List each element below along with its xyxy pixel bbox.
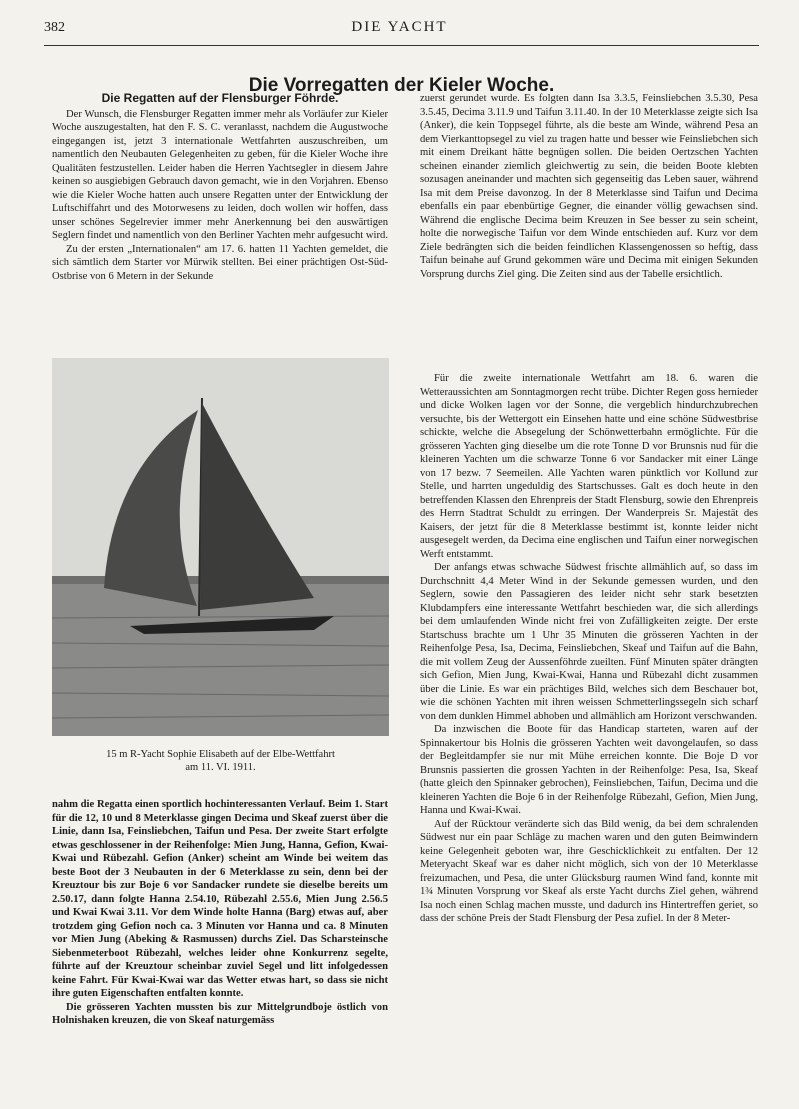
section-heading: Die Regatten auf der Flensburger Föhrde. xyxy=(101,91,339,105)
paragraph: Da inzwischen die Boote für das Handicap starteten, waren auf der Spinnakertour bis Holnis die grösseren Yachten weit davongelaufen, so dass der Begleitdampfer sie nur mit Mühe erreichen konnte. Die Boje D vor Brunsnis passierten die grossen Yachten in der Reihenfolge: Pesa, Isa, Skeaf (hatte gleich den Spinnaker gebrochen), Feinsliebchen, Taifun, Decima und die kleineren Yachten die Boje 6 in der Reihenfolge Rübezahl, Gefion, Mien Jung, Hanna und Kwai-Kwai. xyxy=(420,724,758,816)
header-rule xyxy=(44,45,759,46)
caption-line: am 11. VI. 1911. xyxy=(185,762,256,773)
paragraph: zuerst gerundet wurde. Es folgten dann Isa 3.3.5, Feinsliebchen 3.5.30, Pesa 3.5.45, Decima 3.11.9 und Taifun 3.11.40. In der 10 Meterklasse zeigte sich Isa (Anker), die kein Toppsegel führte, als die beste am Winde, während Pesa an dem Vierkanttopsegel zu viel zu tragen hatte und besser wie Feinsliebchen sich mit einem Dreikant hätte begnügen sollen. Die beiden Oertzschen Yachten scheinen einander ziemlich gleichwertig zu sein, die beiden Boote klebten sozusagen aneinander und machten sich gegenseitig das Leben sauer, während Isa mit dem Preise davonzog. In der 8 Meterklasse sind Taifun und Decima ebenfalls ein paar ebenbürtige Gegner, die einander völlig gewachsen sind. Während die englische Decima beim Kreuzen in See besser zu sein scheint, holte die norwegische Taifun vor dem Winde entschieden auf. Kurz vor dem Ziele bedrängten sich die beiden feindlichen Klassengenossen so heftig, dass Taifun beinahe auf Grund gekommen wäre und Decima mit einigen Sekunden Vorsprung durchs Ziel ging. Die Zeiten sind aus der Tabelle ersichtlich. xyxy=(420,93,758,280)
paragraph: Für die zweite internationale Wettfahrt am 18. 6. waren die Wetteraussichten am Sonntagmorgen recht trübe. Dichter Regen goss hernieder und dicke Wolken lagen vor der Sonne, die vergeblich hindurchzubrechen versuchte, bis der Wettergott ein Einsehen hatte und eine schöne Südwestbrise schickte, welche die Absegelung der Schönwetterbahn ermöglichte. Für die grösseren Yachten ging dieselbe um die rote Tonne D vor Brunsnis nud für die kleineren Yachten um die schwarze Tonne 6 vor Sandacker mit einer Länge von 17 bezw. 7 Seemeilen. Alle Yachten waren pünktlich vor Kollund zur Stelle, und harrten ungeduldig des Startschusses. Galt es doch heute in den betreffenden Klassen den Ehrenpreis der Stadt Flensburg, sowie den Ehrenpreis des Herrn Stadtrat Schuldt zu erringen. Der Wanderpreis Sr. Majestät des Kaisers, der jetzt für die 8 Meterklasse bestimmt ist, konnte leider nicht ausgesegelt werden, da Decima eine englischen und Taifun einer norwegischen Werft entstammt. xyxy=(420,373,758,560)
sailing-yacht-photo xyxy=(52,358,389,736)
running-head: DIE YACHT xyxy=(351,19,448,35)
article-title: Die Vorregatten der Kieler Woche. xyxy=(248,74,555,96)
yacht-illustration xyxy=(52,358,389,736)
column-left-top xyxy=(52,92,388,283)
paragraph: nahm die Regatta einen sportlich hochinteressanten Verlauf. Beim 1. Start für die 12, 10 und 8 Meterklasse gingen Decima und Skeaf zuerst über die Linie, dann Isa, Feinsliebchen, Taifun und Pesa. Der zweite Start erfolgte etwas geschlossener in der Reihenfolge: Mien Jung, Hanna, Gefion, Kwai-Kwai und Rübezahl. Gefion (Anker) scheint am Winde bei weitem das beste Boot der 3 Neubauten in der 6 Meterklasse zu sein, denn bei der Kreuztour bis zur Boje 6 vor Sandacker rundete sie dieselbe bereits um 2.50.17, dann folgte Hanna 2.54.10, Rübezahl 2.55.6, Mien Jung 2.56.5 und Kwai Kwai 3.11. Vor dem Winde holte Hanna (Barg) etwas auf, aber trotzdem ging Gefion noch ca. 3 Minuten vor Hanna und ca. 8 Minuten vor Mien Jung (Abeking & Rasmussen) durchs Ziel. Das Scharsteinsche Siebenmeterboot Rübezahl, welches leider ohne Konkurrenz segelte, führte auf der Kreuztour scheinbar zuviel Segel und litt infolgedessen keine Fahrt. Für Kwai-Kwai war das Wetter etwas hart, so dass sie nicht ihre guten Eigenschaften entfalten konnte. xyxy=(52,799,388,999)
caption-line: 15 m R-Yacht Sophie Elisabeth auf der Elbe-Wettfahrt xyxy=(106,749,335,760)
paragraph: Zu der ersten „Internationalen“ am 17. 6. hatten 11 Yachten gemeldet, die sich sämtlich dem Starter vor Mürwik stellten. Bei einer prächtigen Ost-Süd-Ostbrise von 6 Metern in der Sekunde xyxy=(52,243,388,282)
page-number: 382 xyxy=(44,20,65,35)
paragraph: Auf der Rücktour veränderte sich das Bild wenig, da bei dem schralenden Südwest nur ein paar Schläge zu machen waren und den guten Beimwindern keine Gelegenheit geboten war, ihre Geschicklichkeit zu entfalten. Der 12 Meteryacht Skeaf war es daher nicht möglich, sich von der 10 Meterklasse freizumachen, und Pesa, die unter Glücksburg raumen Wind fand, konnte mit 1¾ Minuten Vorsprung vor Skeaf als erste Yacht durchs Ziel gehen, während Isa noch einen Schlag machen musste, und dadurch ins Hintertreffen geriet, so dass der schöne Preis der Stadt Flensburg der Pesa zufiel. In der 8 Meter- xyxy=(420,818,758,924)
paragraph: Die grösseren Yachten mussten bis zur Mittelgrundboje östlich von Holnishaken kreuzen, die von Skeaf naturgemäss xyxy=(52,1001,388,1026)
figure-caption xyxy=(52,748,389,774)
column-right-bottom xyxy=(420,372,758,926)
paragraph: Der Wunsch, die Flensburger Regatten immer mehr als Vorläufer zur Kieler Woche auszugestalten, hat den F. S. C. veranlasst, nachdem die Augustwoche eingegangen ist, jetzt 3 internationale Wettfahrten auszuschreiben, um namentlich den Neubauten Gelegenheiten zu geben, für die Kieler Woche ihre Qualitäten festzustellen. Leider haben die Herren Yachtsegler in diesem Jahre keinen so ausgiebigen Gebrauch davon gemacht, wie in den Vorjahren. Ebenso wie die Kieler Woche hatten auch unsere Regatten unter der Entwicklung der Luftschiffahrt und des Motorwesens zu leiden, doch wollen wir hoffen, dass unser schönes Segelrevier immer mehr Anerkennung bei den auswärtigen Seglern findet und namentlich von den Berliner Yachten mehr aufgesucht wird. xyxy=(52,108,388,241)
column-right-top xyxy=(420,92,758,281)
column-left-bottom xyxy=(52,798,388,1028)
paragraph: Der anfangs etwas schwache Südwest frischte allmählich auf, so dass im Durchschnitt 4,4 Meter Wind in der Sekunde gemessen wurden, und den Seglern, sowie den Passagieren des leider nicht sehr stark besetzten Klubdampfers eine interessante Wettfahrt beschieden war, die sich allerdings bei dem umlaufenden Winde nicht frei von Zufälligkeiten zeigte. Der erste Startschuss brachte um 1 Uhr 35 Minuten die grösseren Yachten in der Reihenfolge Pesa, Isa, Decima, Feinsliebchen, Skeaf und Taifun auf die Bahn, die mit vollem Zeug der Aussenföhrde zueilten. Fünf Minuten später drängten sich Gefion, Mien Jung, Kwai-Kwai, Hanna und Rübezahl dicht zusammen über die Linie. Es war ein prächtiges Bild, welches sich dem Beschauer bot, wie die schönen Yachten mit ihren weissen Schmetterlingssegeln sich scharf von dem dunklen Himmel abhoben und allmählich am Horizont verschwanden. xyxy=(420,562,758,722)
